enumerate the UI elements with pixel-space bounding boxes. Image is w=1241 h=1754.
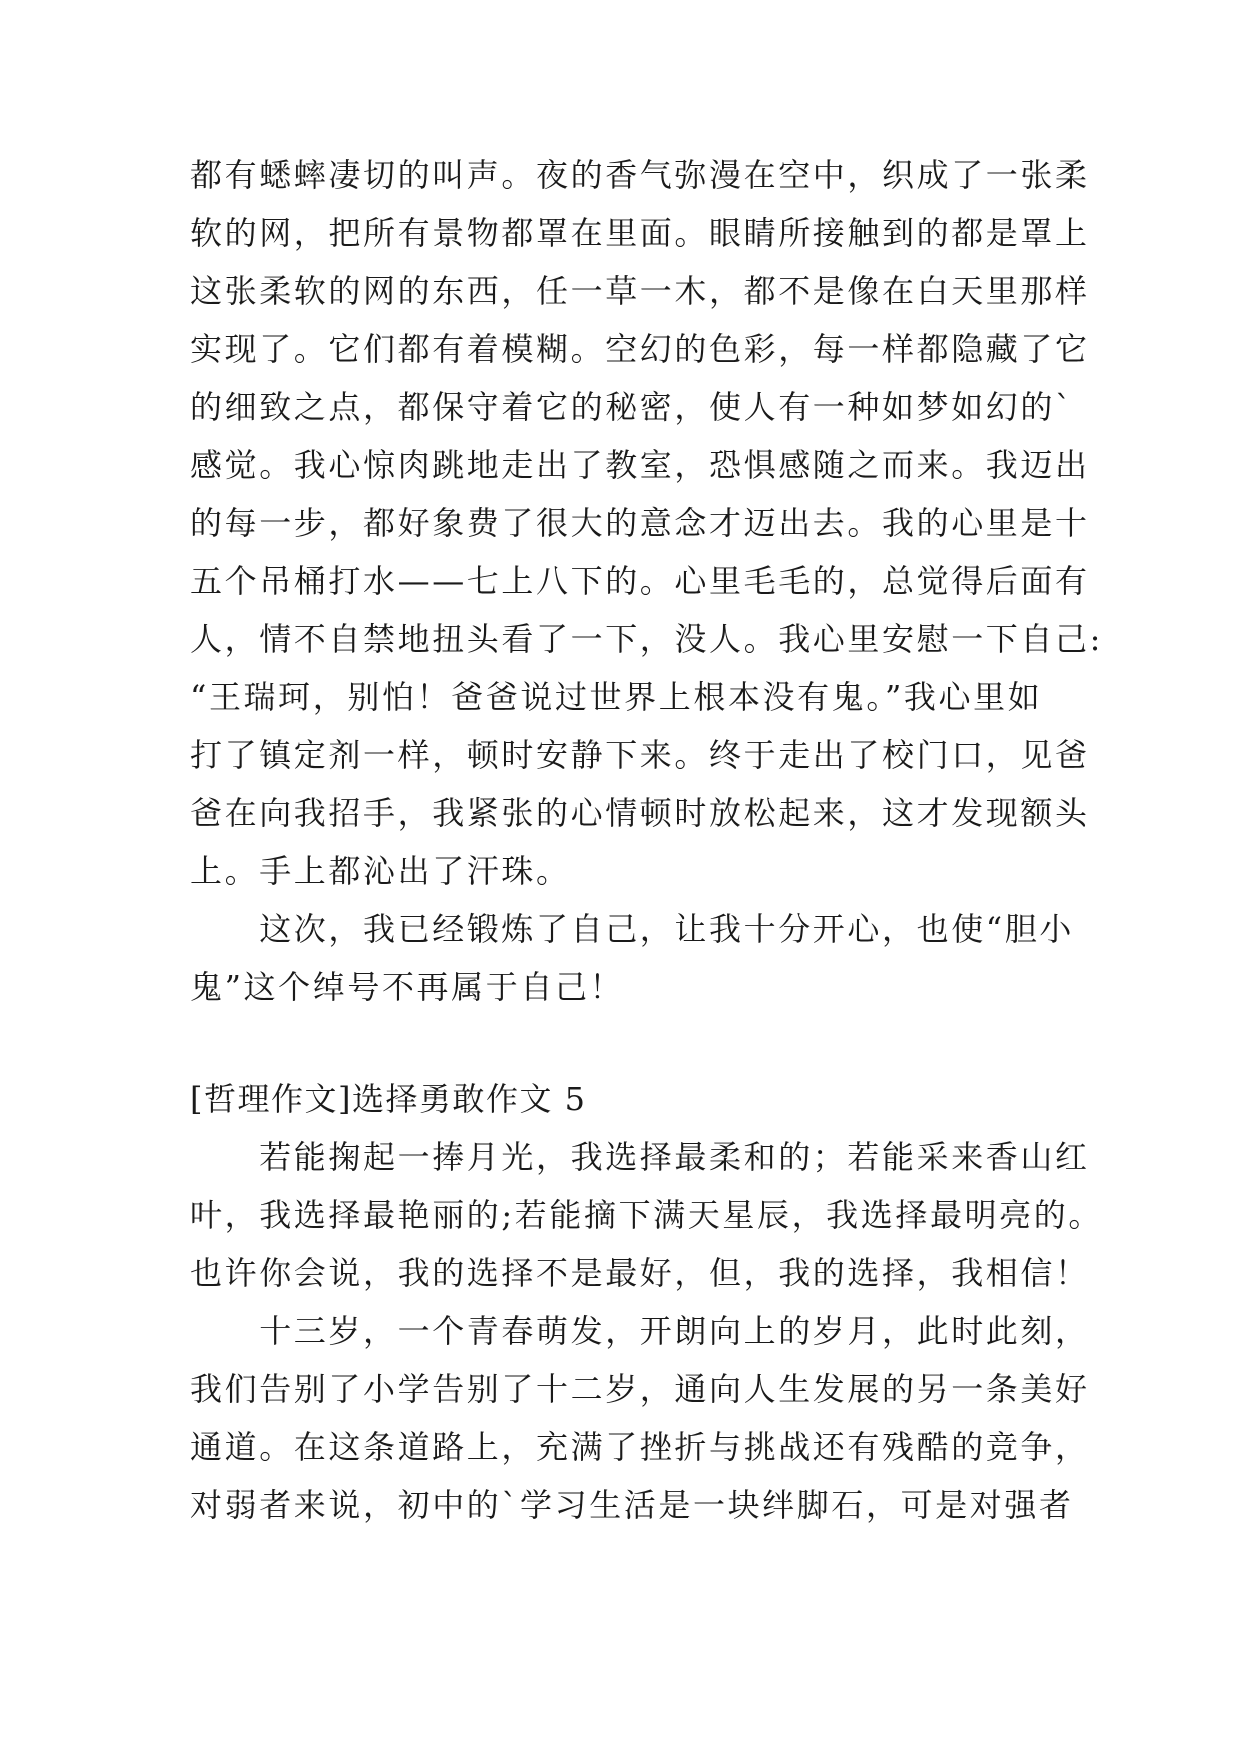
text-line: 若能掬起一捧月光，我选择最柔和的；若能采来香山红 [190,1138,1090,1176]
text-line: 软的网，把所有景物都罩在里面。眼睛所接触到的都是罩上 [190,214,1090,252]
text-line: 人，情不自禁地扭头看了一下，没人。我心里安慰一下自己: [190,620,1103,658]
text-line: 对弱者来说，初中的`学习生活是一块绊脚石，可是对强者 [190,1486,1074,1524]
text-line: 实现了。它们都有着模糊。空幻的色彩，每一样都隐藏了它 [190,330,1090,368]
text-line: 这次，我已经锻炼了自己，让我十分开心，也使“胆小 [190,910,1074,948]
text-line: 十三岁，一个青春萌发，开朗向上的岁月，此时此刻， [190,1312,1090,1350]
text-line: 的细致之点，都保守着它的秘密，使人有一种如梦如幻的` [190,388,1074,426]
text-line: 感觉。我心惊肉跳地走出了教室，恐惧感随之而来。我迈出 [190,446,1090,484]
text-line: 五个吊桶打水——七上八下的。心里毛毛的，总觉得后面有 [190,562,1090,600]
text-line: 上。手上都沁出了汗珠。 [190,852,571,890]
text-line: 通道。在这条道路上，充满了挫折与挑战还有残酷的竞争， [190,1428,1090,1466]
text-line: 都有蟋蟀凄切的叫声。夜的香气弥漫在空中，织成了一张柔 [190,156,1090,194]
text-line: 打了镇定剂一样，顿时安静下来。终于走出了校门口，见爸 [190,736,1090,774]
text-line: 鬼”这个绰号不再属于自己！ [190,968,625,1006]
text-line: “王瑞珂，别怕！爸爸说过世界上根本没有鬼。”我心里如 [190,678,1043,716]
section-heading: [哲理作文]选择勇敢作文 5 [190,1080,587,1118]
text-line: 我们告别了小学告别了十二岁，通向人生发展的另一条美好 [190,1370,1090,1408]
text-line: 也许你会说，我的选择不是最好，但，我的选择，我相信！ [190,1254,1090,1292]
text-line: 这张柔软的网的东西，任一草一木，都不是像在白天里那样 [190,272,1090,310]
text-line: 叶，我选择最艳丽的;若能摘下满天星辰，我选择最明亮的。 [190,1196,1103,1234]
text-line: 爸在向我招手，我紧张的心情顿时放松起来，这才发现额头 [190,794,1090,832]
text-line: 的每一步，都好象费了很大的意念才迈出去。我的心里是十 [190,504,1090,542]
